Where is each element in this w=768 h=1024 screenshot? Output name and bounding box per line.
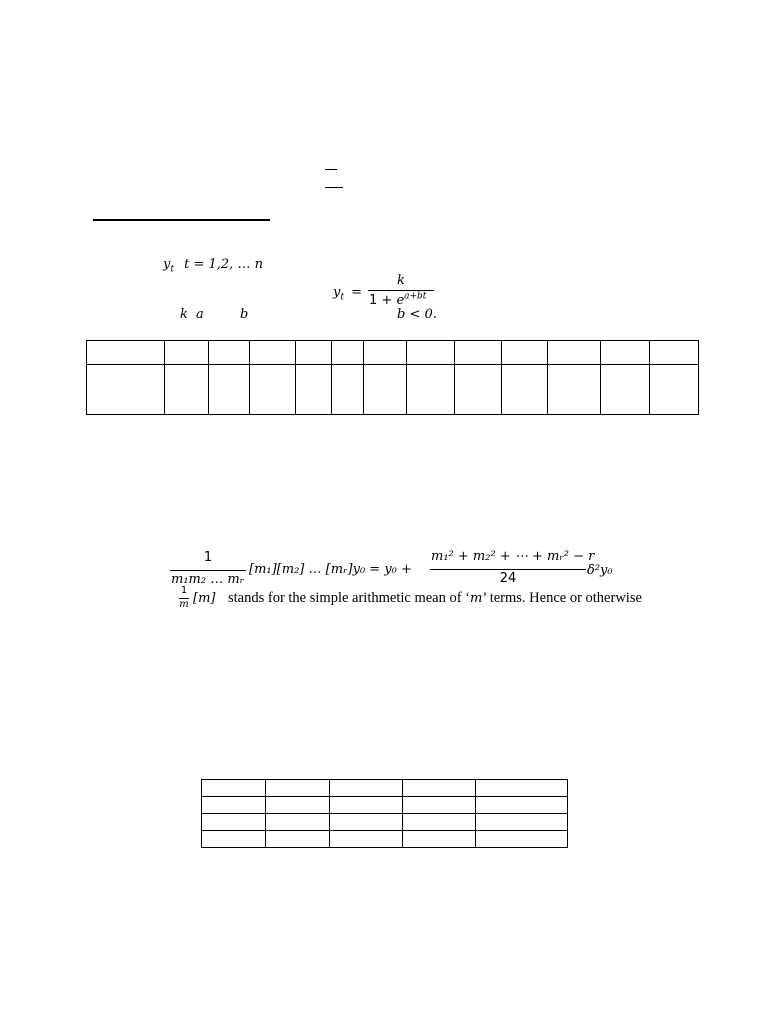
table-cell [266,780,330,797]
table-row [202,814,568,831]
condition-b: b < 0. [397,307,437,322]
table-cell [266,797,330,814]
table-cell [202,814,266,831]
section-underline [93,219,270,221]
table-cell [202,780,266,797]
intro-range: t = 1,2, … n [184,257,263,272]
identity-brackets: [m₁][m₂] … [mᵣ]y₀ = y₀ + [249,562,412,577]
table-cell [250,365,296,415]
table-cell [364,341,407,365]
table-cell [476,780,568,797]
table-cell [330,814,403,831]
table-cell [650,365,699,415]
header-dash-top [325,169,337,170]
table-cell [330,797,403,814]
table-cell [250,341,296,365]
table-cell [455,341,502,365]
identity-lhs-denominator: m₁m₂ … mᵣ [171,572,245,587]
table-cell [296,365,332,415]
header-dash-bottom [325,187,343,188]
table-cell [403,831,476,848]
identity-rhs-numerator: m₁² + m₂² + ⋯ + mᵣ² − r [431,549,595,564]
table-cell [548,341,601,365]
intro-var: y [163,257,171,272]
table-cell [650,341,699,365]
table-cell [332,341,364,365]
table-cell [548,365,601,415]
table-cell [87,365,165,415]
identity-rhs-denominator: 24 [499,571,517,586]
table-cell [403,797,476,814]
note-text: stands for the simple arithmetic mean of ‘m’ terms. Hence or otherwise [228,590,642,606]
table-cell [364,365,407,415]
intro-series [163,257,263,275]
intro-sub: t [170,264,174,275]
note-fraction-numerator: 1 [180,585,188,596]
table-cell [502,365,548,415]
table-cell [202,831,266,848]
table-cell [165,365,209,415]
table-cell [476,814,568,831]
note-bracket: [m] [193,591,216,606]
table-cell [330,780,403,797]
table-row [202,831,568,848]
table-cell [502,341,548,365]
table-row [202,797,568,814]
table-cell [330,831,403,848]
table-cell [403,780,476,797]
table-cell [407,341,455,365]
table-cell [202,797,266,814]
table-cell [209,341,250,365]
table-cell [266,814,330,831]
identity-lhs-numerator: 1 [203,550,213,565]
table-row [87,341,699,365]
table-cell [403,814,476,831]
table-cell [476,831,568,848]
table-cell [165,341,209,365]
table-cell [476,797,568,814]
table-cell [296,341,332,365]
identity-rhs-suffix: δ²y₀ [587,563,613,578]
identity-lhs-fraction-bar [170,570,246,571]
logistic-denominator: $1 + e^{a+bt}$ [369,291,427,308]
table-cell [209,365,250,415]
table-cell [87,341,165,365]
table-row [202,780,568,797]
param-k: k [180,307,188,322]
table-cell [601,365,650,415]
note-fraction-denominator: m [179,599,189,610]
table-cell [332,365,364,415]
logistic-lhs: $y_t$ = [333,285,363,303]
table-row [87,365,699,415]
table-cell [266,831,330,848]
table-cell [601,341,650,365]
table-cell [455,365,502,415]
identity-rhs-fraction-bar [430,569,586,570]
table-cell [407,365,455,415]
param-a: a [196,307,204,322]
logistic-numerator: k [397,273,405,288]
param-b: b [240,307,249,322]
data-table-1 [86,340,699,415]
data-table-2 [201,779,568,848]
